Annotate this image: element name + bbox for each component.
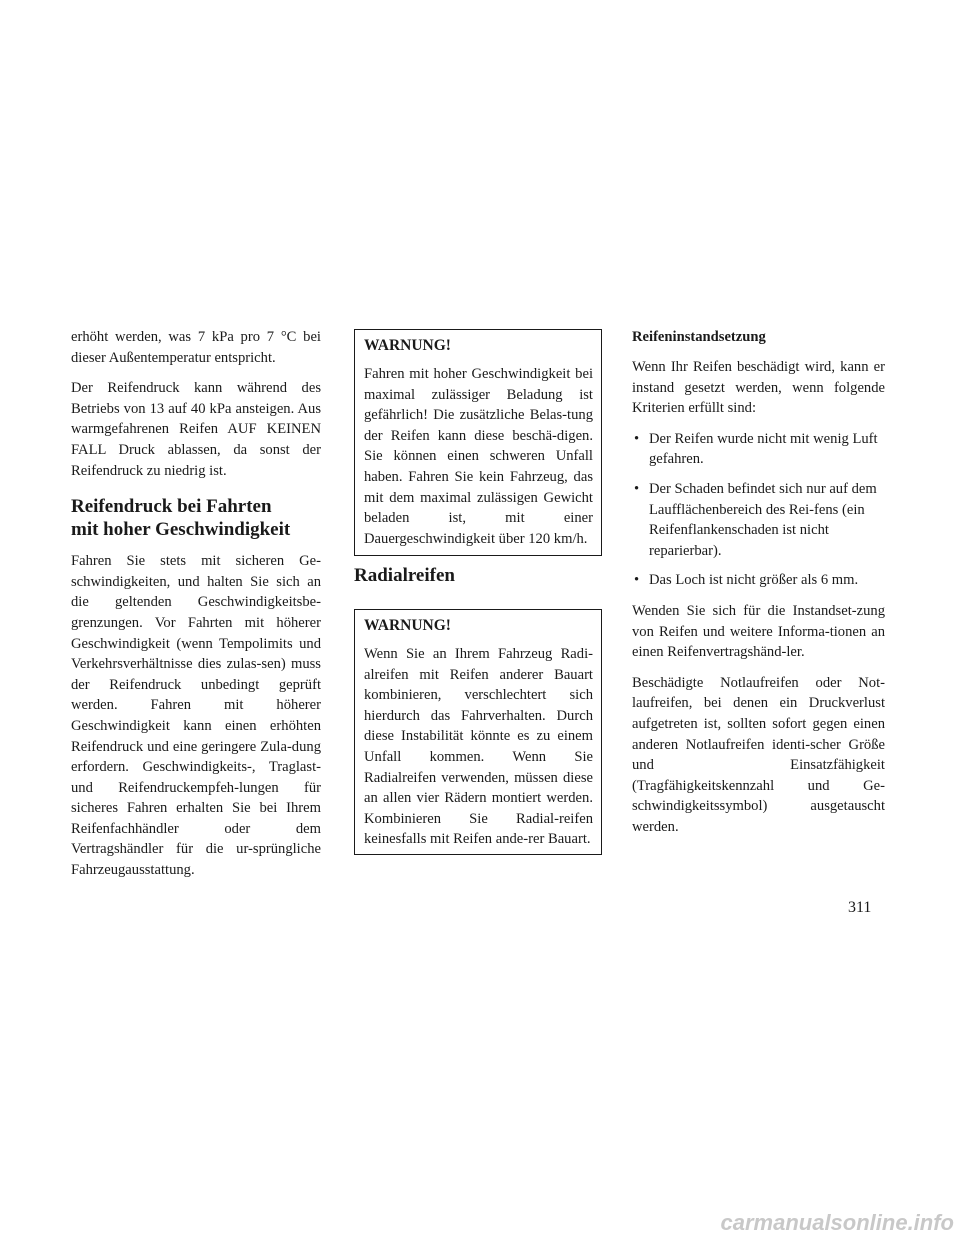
warning-box-high-speed [354,329,602,556]
paragraph-repair-intro: Wenn Ihr Reifen beschädigt wird, kann er instand gesetzt werden, wenn folgende Kriterien erfüllt sind: [632,359,885,417]
warning-title: WARNUNG! [364,617,451,634]
list-item: • Das Loch ist nicht größer als 6 mm. [632,570,885,591]
paragraph-dealer: Wenden Sie sich für die Instandset-zung von Reifen und weitere Informa-tionen an einen Reifenvertragshänd-ler. [632,602,885,661]
paragraph-run-flat: Beschädigte Notlaufreifen oder Not-laufreifen, bei denen ein Druckverlust aufgetreten ist, sollten sofort gegen einen anderen Notlaufreifen identi-scher Größe und Einsatzfähigkeit (Tragfähigkeitskennzahl und Ge-schwindigkeitssymbol) ausgetauscht werden. [632,674,885,835]
left-column [71,327,321,891]
middle-column [354,329,602,855]
section-heading-high-speed [71,495,321,541]
warning-text: Fahren mit hoher Geschwindigkeit bei maximal zulässiger Beladung ist gefährlich! Die zusätzliche Belas-tung der Reifen kann diese beschä-digen. Sie können einen schweren Unfall haben. Fahren Sie kein Fahrzeug, das mit dem maximal zulässigen Gewicht beladen ist, mit einer Dauergeschwindigkeit über 120 km/h. [364,366,593,547]
list-item: • Der Schaden befindet sich nur auf dem Laufflächenbereich des Rei-fens (ein Reifenflankenschaden ist nicht reparierbar). [632,479,885,561]
paragraph-pressure-increase: Der Reifendruck kann während des Betriebs von 13 auf 40 kPa ansteigen. Aus warmgefahrenen Reifen AUF KEINEN FALL Druck ablassen, da sonst der Reifendruck zu niedrig ist. [71,380,321,479]
section-heading-radial-tires: Radialreifen [354,565,455,586]
warning-text: Wenn Sie an Ihrem Fahrzeug Radi-alreifen mit Reifen anderer Bauart kombinieren, verschlechtert sich hierdurch das Fahrverhalten. Durch diese Instabilität könnte es zu einem Unfall kommen. Wenn Sie Radialreifen verwenden, müssen diese an allen vier Rädern montiert werden. Kombinieren Sie Radial-reifen keinesfalls mit Reifen ande-rer Bauart. [364,646,593,848]
warning-title: WARNUNG! [364,337,451,354]
paragraph-high-speed: Fahren Sie stets mit sicheren Ge-schwindigkeiten, und halten Sie sich an die geltenden Geschwindigkeitsbe-grenzungen. Vor Fahrten mit höherer Geschwindigkeit (wenn Tempolimits und Verkehrsverhältnisse dies zulas-sen) muss der Reifendruck unbedingt geprüft werden. Fahren mit höherer Geschwindigkeit kann einen erhöhten Reifendruck und eine geringere Zula-dung erfordern. Geschwindigkeits-, Traglast- und Reifendruckempfeh-lungen für sicheres Fahren erhalten Sie bei Ihrem Reifenfachhändler oder dem Vertragshändler für die ur-sprüngliche Fahrzeugausstattung. [71,553,321,879]
paragraph-temperature: erhöht werden, was 7 kPa pro 7 °C bei dieser Außentemperatur entspricht. [71,329,321,366]
subheading-tire-repair: Reifeninstandsetzung [632,329,766,345]
watermark: carmanualsonline.info [720,1210,954,1235]
right-column [632,327,885,847]
heading-line-2: mit hoher Geschwindigkeit [71,519,291,541]
page-number: 311 [848,899,872,916]
heading-line-1: Reifendruck bei Fahrten [71,496,272,518]
warning-box-radial [354,609,602,855]
repair-criteria-list [632,429,885,591]
list-item: • Der Reifen wurde nicht mit wenig Luft gefahren. [632,429,885,470]
